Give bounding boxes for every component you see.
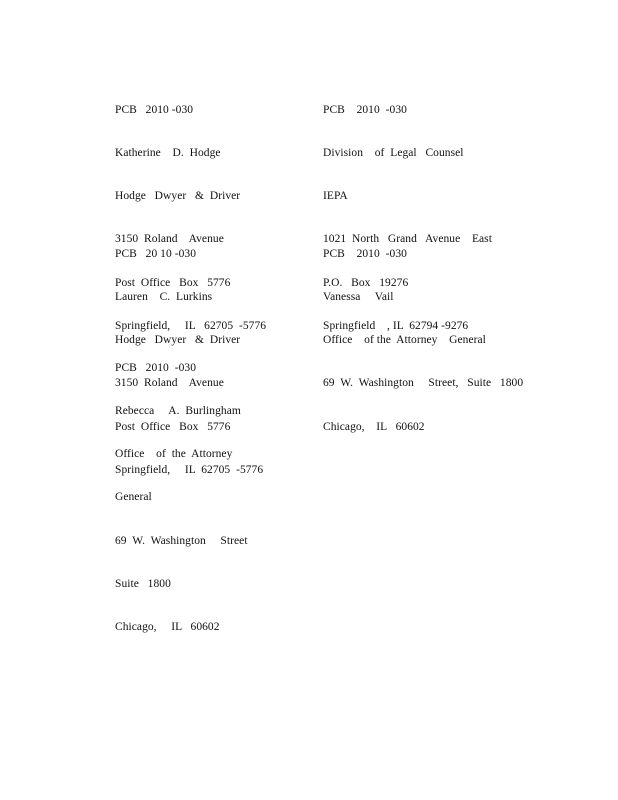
city-state-zip: Springfield, IL 62705 -5776 [115,319,267,332]
city-state-zip: Springfield, IL 62705 -5776 [115,463,264,476]
street-address: 69 W. Washington Street [115,534,248,547]
organization: Office of the Attorney General [323,334,486,347]
case-number: PCB 20 10 -030 [115,247,196,260]
address-label-burlingham [115,332,248,649]
case-number: PCB 2010 -030 [323,103,407,116]
organization: Hodge Dwyer & Driver [115,334,241,347]
city-state-zip: Chicago, IL 60602 [115,621,220,634]
case-number: PCB 2010 -030 [115,103,194,116]
case-number: PCB 2010 -030 [115,361,196,374]
recipient-name: Lauren C. Lurkins [115,291,213,304]
po-box: P.O. Box 19276 [323,276,409,289]
po-box: Post Office Box 5776 [115,276,231,289]
street-address: 3150 Roland Avenue [115,233,224,246]
city-state-zip: Chicago, IL 60602 [323,420,425,433]
suite-number: Suite 1800 [115,577,171,590]
street-address: 69 W. Washington Street, Suite 1800 [323,377,524,390]
organization: Office of the Attorney [115,448,233,461]
recipient-name: Katherine D. Hodge [115,147,221,160]
street-address: 3150 Roland Avenue [115,377,224,390]
street-address: 1021 North Grand Avenue East [323,233,492,246]
organization: IEPA [323,190,348,203]
case-number: PCB 2010 -030 [323,247,407,260]
division-name: Division of Legal Counsel [323,147,464,160]
po-box: Post Office Box 5776 [115,420,231,433]
organization-continued: General [115,491,152,504]
organization: Hodge Dwyer & Driver [115,190,241,203]
city-state-zip: Springfield , IL 62794 -9276 [323,319,469,332]
address-label-vail [323,218,523,448]
recipient-name: Rebecca A. Burlingham [115,405,241,418]
recipient-name: Vanessa Vail [323,291,394,304]
